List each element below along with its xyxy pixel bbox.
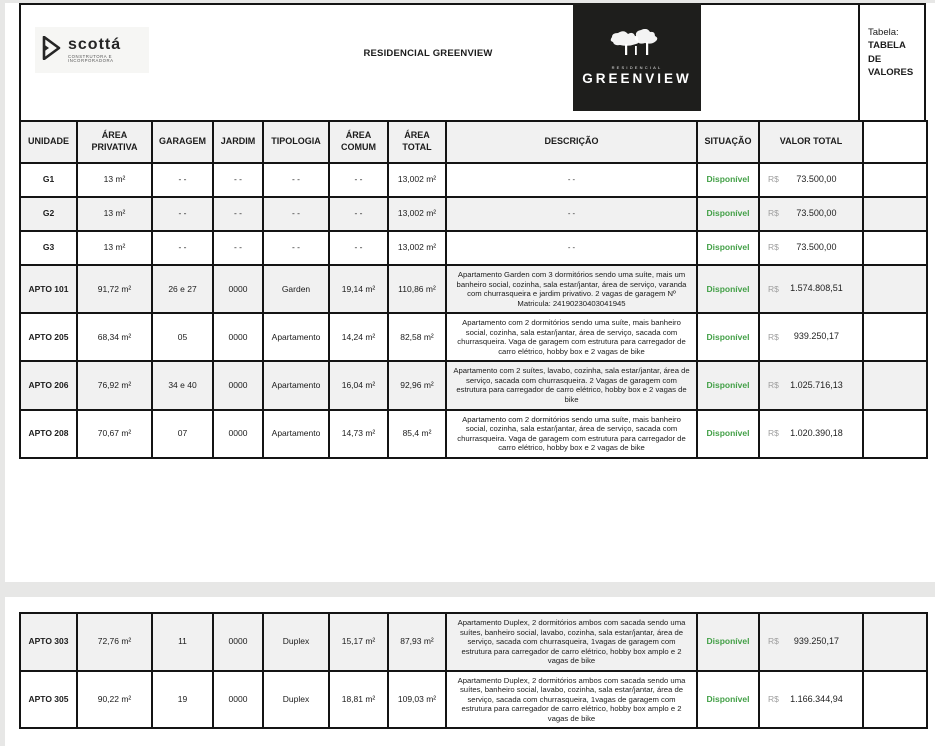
- table-row: [20, 265, 927, 313]
- builder-arrow-icon: [42, 36, 62, 65]
- cell-valor-total: [759, 197, 863, 231]
- cell-garagem: 34 e 40: [152, 361, 213, 409]
- cell-area-comum: 16,04 m²: [329, 361, 388, 409]
- cell-tipologia: Garden: [263, 265, 329, 313]
- cell-tipologia: - -: [263, 197, 329, 231]
- cell-garagem: 19: [152, 671, 213, 729]
- cell-unidade: APTO 208: [20, 410, 77, 458]
- cell-jardim: - -: [213, 231, 263, 265]
- cell-valor-total: [759, 231, 863, 265]
- currency-prefix: R$: [768, 242, 779, 253]
- cell-descricao: Apartamento Garden com 3 dormitórios sendo uma suíte, mais um banheiro social, cozinha, sala estar/jantar, área de serviço, varanda com churrasqueira e jardim privativo. 2 vagas de garagem Nº Matricula: 24190230403041945: [446, 265, 697, 313]
- status-badge: Disponível: [697, 613, 759, 671]
- valor-amount: 73.500,00: [796, 208, 837, 219]
- cell-empty: [863, 231, 927, 265]
- column-header: ÁREA TOTAL: [388, 121, 446, 163]
- column-header: UNIDADE: [20, 121, 77, 163]
- currency-prefix: R$: [768, 283, 779, 294]
- cell-garagem: 07: [152, 410, 213, 458]
- cell-area-privativa: 13 m²: [77, 163, 152, 197]
- builder-name: scottá: [68, 35, 122, 53]
- cell-tipologia: Apartamento: [263, 361, 329, 409]
- cell-jardim: 0000: [213, 313, 263, 361]
- cell-valor-total: [759, 410, 863, 458]
- column-header: TIPOLOGIA: [263, 121, 329, 163]
- valor-amount: 1.166.344,94: [790, 693, 843, 704]
- cell-garagem: - -: [152, 231, 213, 265]
- column-header: SITUAÇÃO: [697, 121, 759, 163]
- status-badge: Disponível: [697, 163, 759, 197]
- cell-jardim: - -: [213, 197, 263, 231]
- valor-amount: 73.500,00: [796, 174, 837, 185]
- cell-jardim: 0000: [213, 410, 263, 458]
- valor-amount: 73.500,00: [796, 242, 837, 253]
- status-badge: Disponível: [697, 671, 759, 729]
- table-row: [20, 410, 927, 458]
- cell-valor-total: [759, 265, 863, 313]
- cell-area-comum: 14,73 m²: [329, 410, 388, 458]
- column-header: JARDIM: [213, 121, 263, 163]
- tabela-label: Tabela:: [868, 27, 899, 38]
- project-logo-title: GREENVIEW: [582, 70, 692, 86]
- cell-area-total: 85,4 m²: [388, 410, 446, 458]
- valor-amount: 1.574.808,51: [790, 283, 843, 294]
- cell-unidade: APTO 303: [20, 613, 77, 671]
- project-title: RESIDENCIAL GREENVIEW: [363, 48, 493, 59]
- values-table-continued: [19, 612, 928, 729]
- status-badge: Disponível: [697, 410, 759, 458]
- cell-area-privativa: 76,92 m²: [77, 361, 152, 409]
- cell-tipologia: - -: [263, 163, 329, 197]
- cell-descricao: - -: [446, 163, 697, 197]
- cell-garagem: 05: [152, 313, 213, 361]
- cell-area-total: 87,93 m²: [388, 613, 446, 671]
- cell-tipologia: - -: [263, 231, 329, 265]
- cell-descricao: Apartamento Duplex, 2 dormitórios ambos com sacada sendo uma suítes, banheiro social, lavabo, cozinha, sala estar/jantar, área de serviço, sacada com churrasqueira, 1vagas de garagem com estrutura para carregador de carro elétrico, hobby box amplo e 2 vagas de bike: [446, 613, 697, 671]
- status-badge: Disponível: [697, 265, 759, 313]
- table-row: [20, 163, 927, 197]
- column-header-empty: [863, 121, 927, 163]
- table-row: [20, 613, 927, 671]
- valor-amount: 939.250,17: [793, 636, 839, 647]
- cell-area-privativa: 72,76 m²: [77, 613, 152, 671]
- cell-area-total: 13,002 m²: [388, 197, 446, 231]
- cell-jardim: 0000: [213, 671, 263, 729]
- project-logo-subtitle: RESIDENCIAL: [611, 64, 663, 70]
- cell-area-privativa: 70,67 m²: [77, 410, 152, 458]
- project-logo: [573, 3, 701, 111]
- status-badge: Disponível: [697, 197, 759, 231]
- document-page-1: [5, 3, 935, 582]
- currency-prefix: R$: [768, 379, 779, 390]
- cell-valor-total: [759, 613, 863, 671]
- cell-area-comum: - -: [329, 231, 388, 265]
- currency-prefix: R$: [768, 694, 779, 705]
- cell-descricao: Apartamento com 2 dormitórios sendo uma suíte, mais banheiro social, cozinha, sala estar/jantar, área de serviço, sacada com churrasqueira. Vaga de garagem com estrutura para carregador de carro elétrico, hobby box e 2 vagas de bike: [446, 313, 697, 361]
- status-badge: Disponível: [697, 313, 759, 361]
- cell-unidade: G1: [20, 163, 77, 197]
- status-badge: Disponível: [697, 361, 759, 409]
- cell-empty: [863, 163, 927, 197]
- cell-area-total: 110,86 m²: [388, 265, 446, 313]
- currency-prefix: R$: [768, 636, 779, 647]
- cell-tipologia: Apartamento: [263, 410, 329, 458]
- valor-amount: 1.025.716,13: [790, 379, 843, 390]
- cell-area-comum: 19,14 m²: [329, 265, 388, 313]
- cell-descricao: Apartamento Duplex, 2 dormitórios ambos com sacada sendo uma suítes, banheiro social, lavabo, cozinha, sala estar/jantar, área de serviço, sacada com churrasqueira, 1vagas de garagem com estrutura para carregador de carro elétrico, hobby box amplo e 2 vagas de bike: [446, 671, 697, 729]
- builder-tagline: CONSTRUTORA E INCORPORADORA: [68, 53, 114, 63]
- cell-unidade: APTO 206: [20, 361, 77, 409]
- cell-unidade: APTO 101: [20, 265, 77, 313]
- cell-area-total: 13,002 m²: [388, 163, 446, 197]
- cell-jardim: 0000: [213, 613, 263, 671]
- cell-tipologia: Duplex: [263, 671, 329, 729]
- cell-descricao: Apartamento com 2 dormitórios sendo uma suíte, mais banheiro social, cozinha, sala estar/jantar, área de serviço, sacada com churrasqueira. Vaga de garagem com estrutura para carregador de carro elétrico, hobby box e 2 vagas de bike: [446, 410, 697, 458]
- currency-prefix: R$: [768, 208, 779, 219]
- cell-valor-total: [759, 361, 863, 409]
- cell-area-privativa: 68,34 m²: [77, 313, 152, 361]
- cell-area-privativa: 13 m²: [77, 231, 152, 265]
- cell-descricao: - -: [446, 197, 697, 231]
- cell-garagem: 11: [152, 613, 213, 671]
- currency-prefix: R$: [768, 428, 779, 439]
- table-row: [20, 231, 927, 265]
- cell-area-total: 82,58 m²: [388, 313, 446, 361]
- cell-area-comum: - -: [329, 163, 388, 197]
- cell-area-total: 109,03 m²: [388, 671, 446, 729]
- header-main-cell: [21, 5, 860, 120]
- cell-valor-total: [759, 671, 863, 729]
- cell-area-privativa: 90,22 m²: [77, 671, 152, 729]
- cell-tipologia: Duplex: [263, 613, 329, 671]
- cell-empty: [863, 410, 927, 458]
- cell-unidade: G3: [20, 231, 77, 265]
- cell-garagem: - -: [152, 163, 213, 197]
- cell-unidade: APTO 305: [20, 671, 77, 729]
- cell-valor-total: [759, 313, 863, 361]
- cell-empty: [863, 313, 927, 361]
- status-badge: Disponível: [697, 231, 759, 265]
- trees-icon: [608, 29, 666, 64]
- cell-empty: [863, 265, 927, 313]
- builder-logo: [35, 27, 149, 73]
- column-header: DESCRIÇÃO: [446, 121, 697, 163]
- cell-garagem: - -: [152, 197, 213, 231]
- cell-valor-total: [759, 163, 863, 197]
- currency-prefix: R$: [768, 174, 779, 185]
- column-header: GARAGEM: [152, 121, 213, 163]
- cell-garagem: 26 e 27: [152, 265, 213, 313]
- column-header-row: [20, 121, 927, 163]
- cell-area-total: 13,002 m²: [388, 231, 446, 265]
- cell-empty: [863, 197, 927, 231]
- table-row: [20, 671, 927, 729]
- cell-empty: [863, 361, 927, 409]
- cell-area-privativa: 13 m²: [77, 197, 152, 231]
- cell-area-comum: - -: [329, 197, 388, 231]
- tabela-name: TABELA DE VALORES: [868, 40, 914, 78]
- values-table: [19, 120, 928, 459]
- column-header: ÁREA PRIVATIVA: [77, 121, 152, 163]
- cell-descricao: - -: [446, 231, 697, 265]
- valor-amount: 939.250,17: [793, 331, 839, 342]
- cell-jardim: 0000: [213, 361, 263, 409]
- table-row: [20, 313, 927, 361]
- cell-empty: [863, 671, 927, 729]
- currency-prefix: R$: [768, 331, 779, 342]
- cell-area-comum: 18,81 m²: [329, 671, 388, 729]
- table-row: [20, 361, 927, 409]
- document-header: [19, 3, 926, 122]
- cell-area-privativa: 91,72 m²: [77, 265, 152, 313]
- cell-tipologia: Apartamento: [263, 313, 329, 361]
- tabela-cell: [860, 5, 924, 120]
- cell-unidade: G2: [20, 197, 77, 231]
- column-header: ÁREA COMUM: [329, 121, 388, 163]
- valor-amount: 1.020.390,18: [790, 427, 843, 438]
- column-header: VALOR TOTAL: [759, 121, 863, 163]
- cell-area-total: 92,96 m²: [388, 361, 446, 409]
- cell-empty: [863, 613, 927, 671]
- cell-unidade: APTO 205: [20, 313, 77, 361]
- cell-jardim: 0000: [213, 265, 263, 313]
- cell-area-comum: 14,24 m²: [329, 313, 388, 361]
- cell-jardim: - -: [213, 163, 263, 197]
- document-page-2: [5, 597, 935, 746]
- cell-area-comum: 15,17 m²: [329, 613, 388, 671]
- table-row: [20, 197, 927, 231]
- cell-descricao: Apartamento com 2 suítes, lavabo, cozinha, sala estar/jantar, área de serviço, sacada com churrasqueira. 2 Vagas de garagem com estrutura para carregador de carro elétrico, hobby box e 2 vagas de bike: [446, 361, 697, 409]
